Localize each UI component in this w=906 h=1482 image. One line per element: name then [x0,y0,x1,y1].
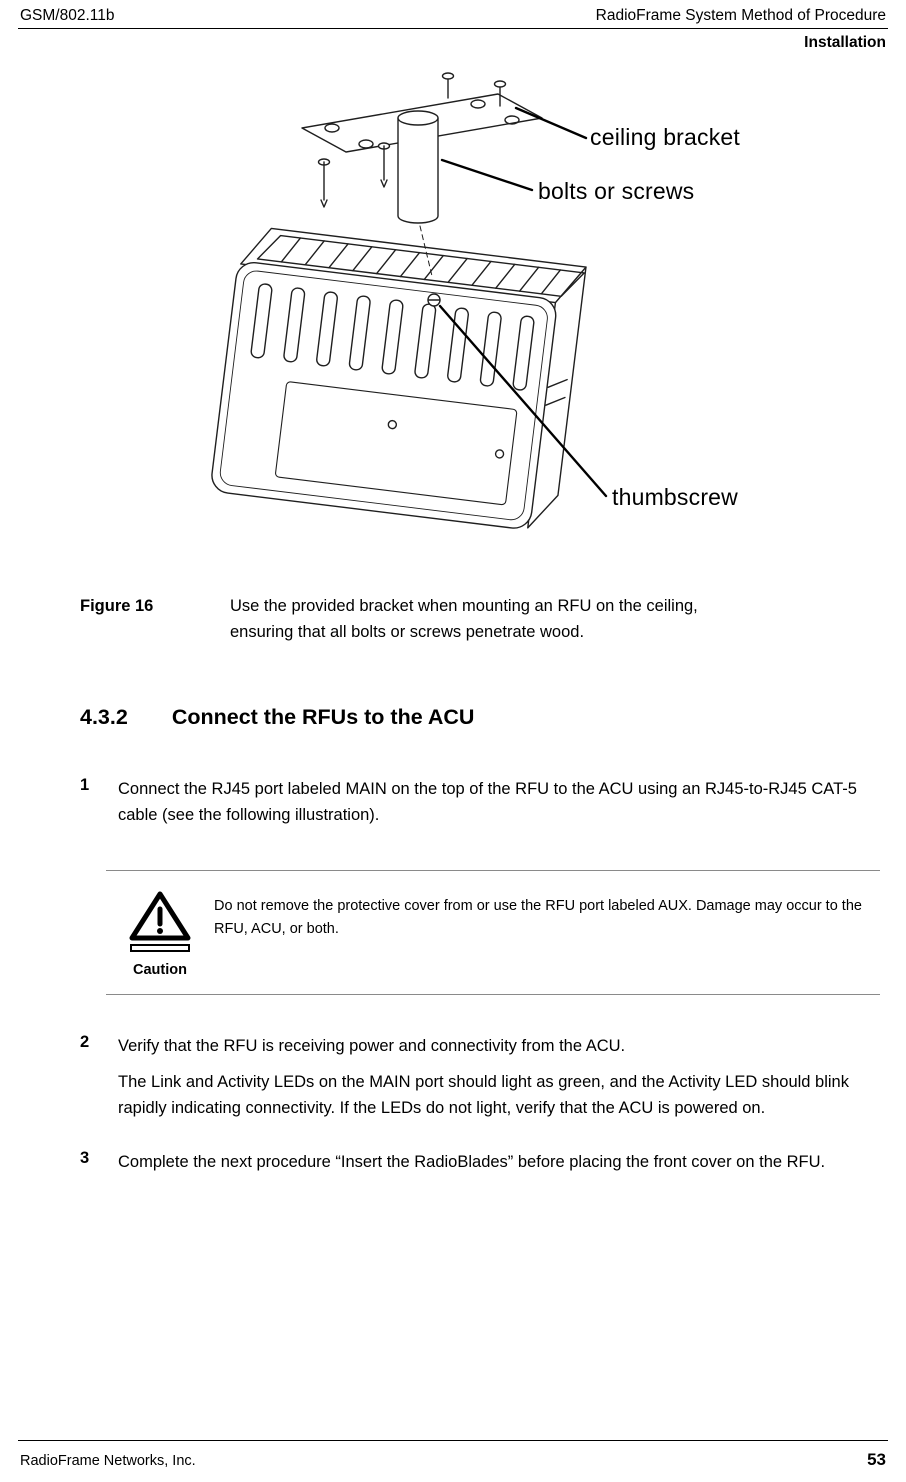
page-footer [18,1440,888,1470]
step-number: 2 [80,1033,90,1052]
label-ceiling-bracket: ceiling bracket [590,124,741,150]
figure-caption-label: Figure 16 [80,597,154,615]
step-text: Verify that the RFU is receiving power and connectivity from the ACU. [118,1037,626,1056]
footer-company: RadioFrame Networks, Inc. [20,1453,196,1469]
warning-triangle-icon [128,889,192,955]
caution-box [106,870,880,995]
label-thumbscrew: thumbscrew [612,484,738,510]
caution-label: Caution [133,962,187,979]
label-bolts-or-screws: bolts or screws [538,178,695,204]
rfu-box [210,225,586,533]
section-heading [80,705,906,730]
step-text: Complete the next procedure “Insert the RadioBlades” before placing the front cover on the RFU. [118,1153,826,1172]
step-1 [80,776,906,828]
section-title: Connect the RFUs to the ACU [171,705,475,730]
header-doc-id: GSM/802.11b [20,7,115,24]
section-number: 4.3.2 [80,705,128,730]
step-number: 3 [80,1149,90,1168]
step-number: 1 [80,776,90,795]
rfu-ceiling-mount-illustration [0,68,906,570]
standoff-cylinder [398,111,438,223]
figure-caption-text: Use the provided bracket when mounting an RFU on the ceiling, ensuring that all bolts or screws penetrate wood. [230,597,698,641]
thumbscrew-detail [428,294,440,306]
step-text: Connect the RJ45 port labeled MAIN on the top of the RFU to the ACU using an RJ45-to-RJ45 CAT-5 cable (see the following illustration). [118,780,857,825]
caution-text: Do not remove the protective cover from or use the RFU port labeled AUX. Damage may occur to the RFU, ACU, or both. [214,898,862,937]
caution-icon-column [106,889,214,978]
leader-bolts-or-screws [442,160,532,190]
footer-page-number: 53 [867,1450,886,1469]
figure-16 [0,68,906,570]
figure-caption [80,594,906,645]
header-doc-title: RadioFrame System Method of Procedure [595,7,886,24]
step-detail: The Link and Activity LEDs on the MAIN port should light as green, and the Activity LED should blink rapidly indicating connectivity. If the LEDs do not light, verify that the ACU is powered on. [118,1073,849,1118]
step-2 [80,1033,906,1121]
step-3 [80,1149,906,1175]
header-subtitle: Installation [804,34,886,51]
page-header [0,0,906,28]
leader-ceiling-bracket [516,108,586,138]
procedure-steps [80,776,906,1175]
